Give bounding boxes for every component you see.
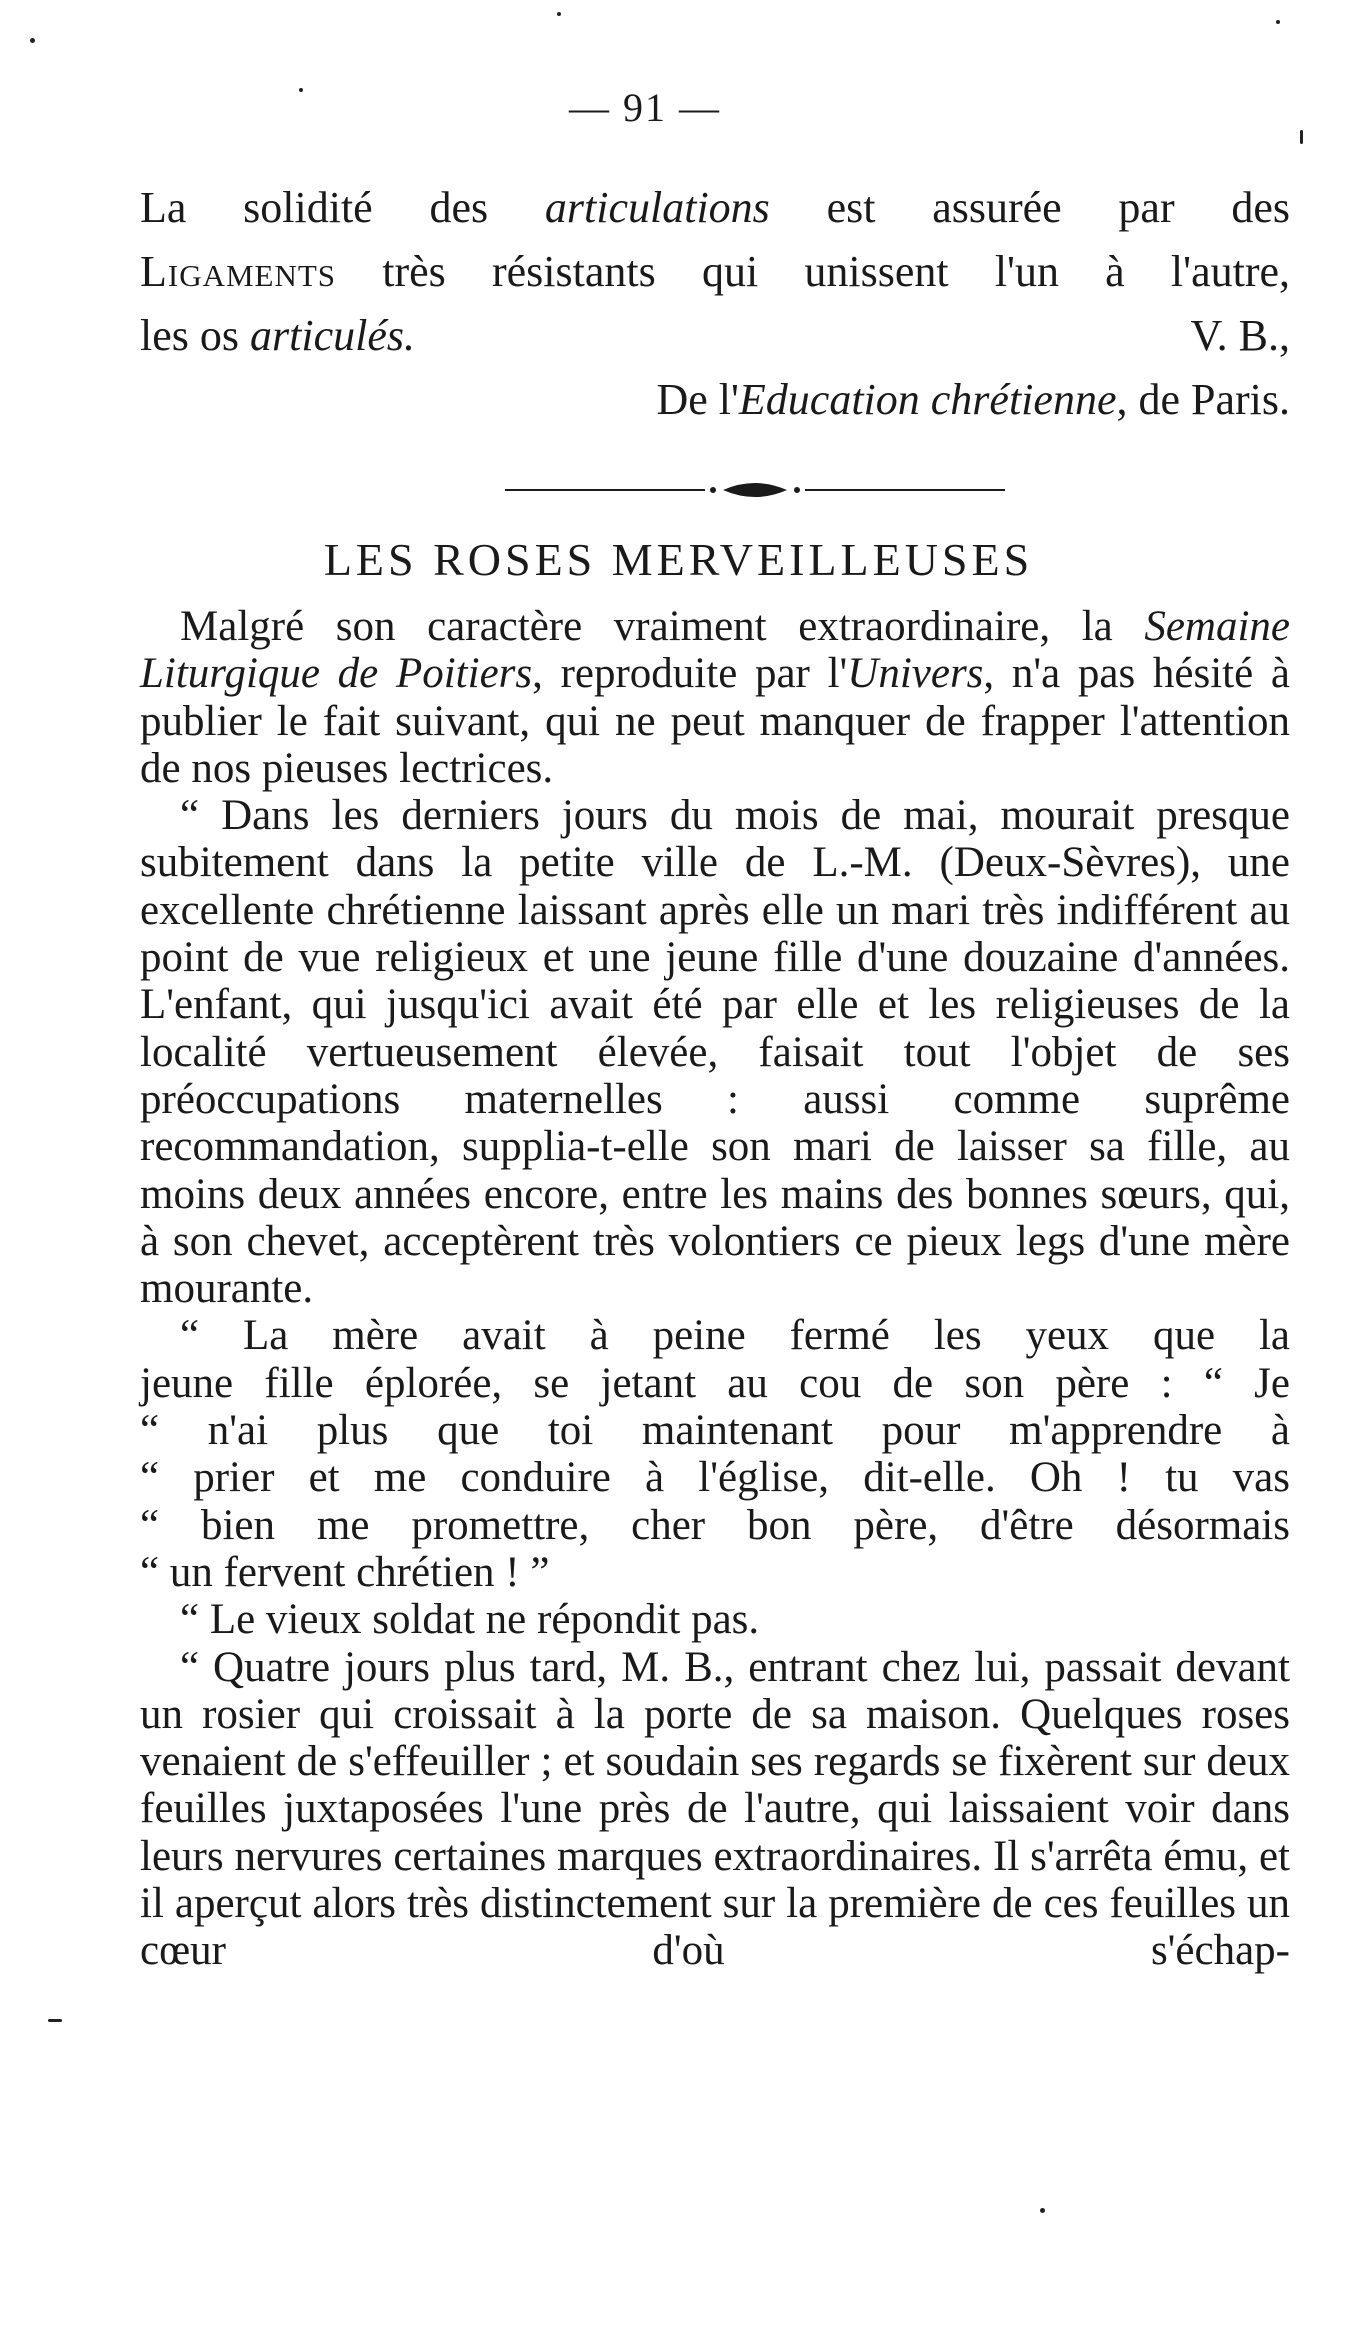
source-attribution: De l'Education chrétienne, de Paris. — [656, 375, 1290, 424]
ornamental-divider — [505, 478, 1005, 502]
scan-speck — [48, 2019, 62, 2022]
paragraph-3-line: “ n'ai plus que toi maintenant pour m'apprendre à — [140, 1407, 1290, 1455]
paragraph-3 — [140, 1312, 1290, 1596]
paragraph-3-line: “ prier et me conduire à l'église, dit-elle. Oh ! tu vas — [140, 1454, 1290, 1502]
scan-speck — [1276, 20, 1280, 24]
article-body — [140, 603, 1290, 1975]
paragraph-3-line: “ La mère avait à peine fermé les yeux que la — [180, 1312, 1290, 1360]
scan-speck — [1300, 130, 1303, 144]
paragraph-3-line: jeune fille éplorée, se jetant au cou de son père : “ Je — [140, 1359, 1290, 1407]
paragraph-5: “ Quatre jours plus tard, M. B., entrant chez lui, passait devant un rosier qui croissait à la porte de sa maison. Quelques roses venaient de s'effeuiller ; et soudain ses regards se fixèrent sur deux feuilles juxtaposées l'une près de l'autre, qui laissaient voir dans leurs nervures certaines marques extraordinaires. Il s'arrêta ému, et il aperçut alors très distinctement sur la première de ces feuilles un cœur d'où s'échap- — [140, 1643, 1290, 1975]
paragraph-2: “ Dans les derniers jours du mois de mai, mourait presque subitement dans la petite ville de L.-M. (Deux-Sèvres), une excellente chrétienne laissant après elle un mari très indifférent au point de vue religieux et une jeune fille d'une douzaine d'années. L'enfant, qui jusqu'ici avait été par elle et les religieuses de la localité vertueusement élevée, faisait tout l'objet de ses préoccupations maternelles : aussi comme suprême recommandation, supplia-t-elle son mari de laisser sa fille, au moins deux années encore, entre les mains des bonnes sœurs, qui, à son chevet, acceptèrent très volontiers ce pieux legs d'une mère mourante. — [140, 792, 1290, 1313]
paragraph-3-line: “ un fervent chrétien ! ” — [140, 1548, 550, 1596]
intro-line-2: Ligaments très résistants qui unissent l'un à l'autre, — [140, 247, 1290, 296]
section-title: LES ROSES MERVEILLEUSES — [323, 534, 1034, 585]
paragraph-4: “ Le vieux soldat ne répondit pas. — [180, 1596, 760, 1644]
paragraph-3-line: “ bien me promettre, cher bon père, d'être désormais — [140, 1501, 1290, 1549]
scan-speck — [557, 12, 561, 16]
author-signature: V. B., — [1190, 311, 1290, 360]
scan-speck — [30, 38, 35, 43]
intro-line-1: La solidité des articulations est assurée par des — [140, 183, 1291, 232]
scan-speck — [1040, 2208, 1045, 2213]
intro-line-3: les os articulés. V. B., — [140, 304, 1290, 368]
page-number: — 91 — — [569, 85, 721, 130]
paragraph-1: Malgré son caractère vraiment extraordinaire, la Semaine Liturgique de Poitiers, reproduite par l'Univers, n'a pas hésité à publier le fait suivant, qui ne peut manquer de frapper l'attention de nos pieuses lectrices. — [140, 603, 1290, 792]
